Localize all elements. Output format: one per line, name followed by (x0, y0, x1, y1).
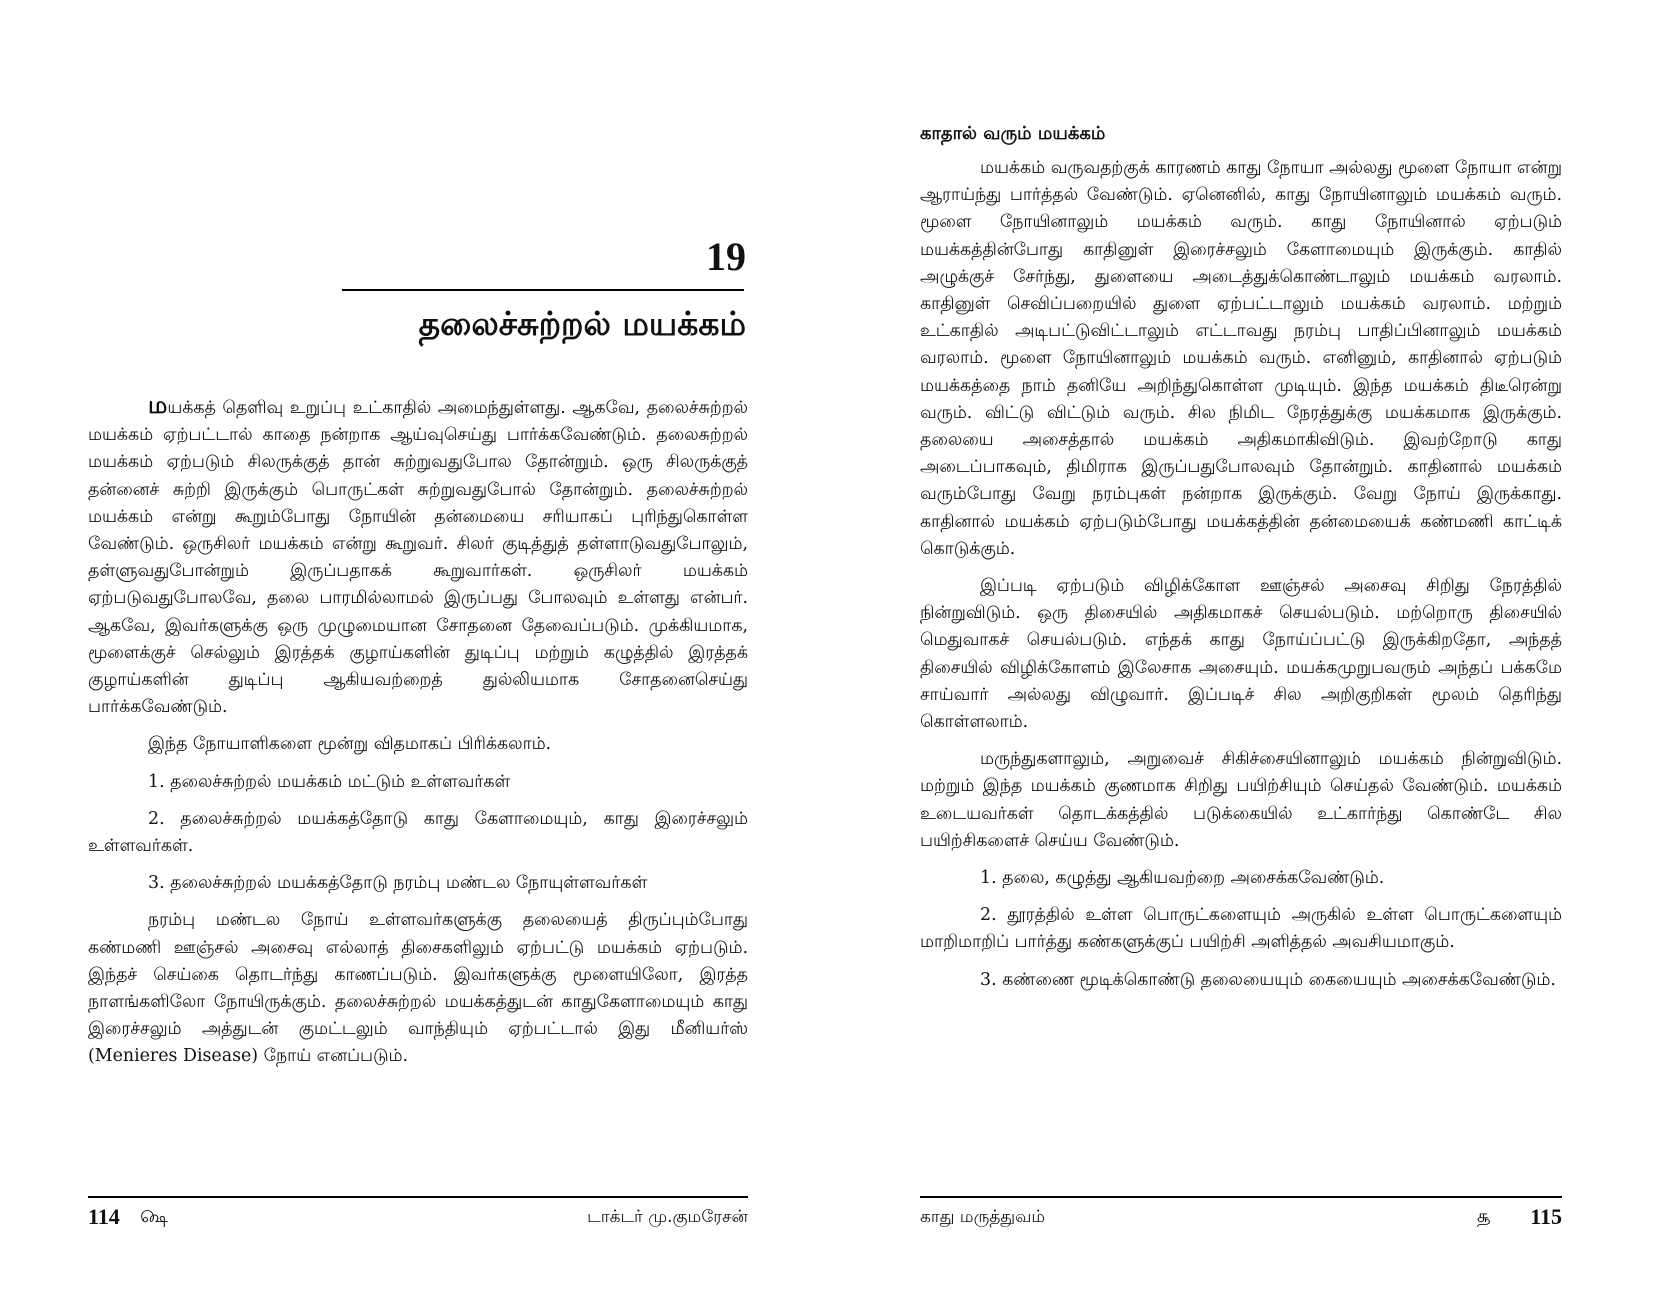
footer-divider (920, 1196, 1562, 1198)
page-number: 114 (88, 1204, 120, 1229)
paragraph: நரம்பு மண்டல நோய் உள்ளவர்களுக்கு தலையைத் திருப்பும்போது கண்மணி ஊஞ்சல் அசைவு எல்லாத் திசைகளிலும் ஏற்பட்டு மயக்கம் ஏற்படும். இந்தச் செய்கை தொடர்ந்து காணப்படும். இவர்களுக்கு மூளையிலோ, இரத்த நாளங்களிலோ நோயிருக்கும். தலைச்சுற்றல் மயக்கத்துடன் காதுகேளாமையும் காது இரைச்சலும் அத்துடன் குமட்டலும் வாந்தியும் ஏற்பட்டால் இது மீனியர்ஸ் (Menieres Disease) நோய் எனப்படும். (88, 910, 748, 1067)
ornament-icon: ௲ (1477, 1206, 1491, 1227)
section-heading: காதால் வரும் மயக்கம் (920, 123, 1106, 144)
paragraph: மருந்துகளாலும், அறுவைச் சிகிச்சையினாலும் மயக்கம் நின்றுவிடும். மற்றும் இந்த மயக்கம் குணமாக சிறிது பயிற்சியும் செய்தல் வேண்டும். மயக்கம் உடையவர்கள் தொடக்கத்தில் படுக்கையில் உட்கார்ந்து கொண்டே சில பயிற்சிகளைச் செய்ய வேண்டும். (920, 749, 1562, 851)
footer-divider (88, 1196, 748, 1198)
right-page (827, 0, 1654, 1299)
chapter-divider (342, 289, 744, 291)
paragraph: இந்த நோயாளிகளை மூன்று விதமாகப் பிரிக்கலாம். (148, 734, 552, 755)
list-item: 2. தூரத்தில் உள்ள பொருட்களையும் அருகில் உள்ள பொருட்களையும் மாறிமாறிப் பார்த்து கண்களுக்குப் பயிற்சி அளித்தல் அவசியமாகும். (920, 905, 1562, 953)
paragraph-text: யக்கத் தெளிவு உறுப்பு உட்காதில் அமைந்துள்ளது. ஆகவே, தலைச்சுற்றல் மயக்கம் ஏற்பட்டால் காதை நன்றாக ஆய்வுசெய்து பார்க்கவேண்டும். தலைசுற்றல் மயக்கம் ஏற்படும் சிலருக்குத் தான் சுற்றுவதுபோல தோன்றும். ஒரு சிலருக்குத் தன்னைச் சுற்றி இருக்கும் பொருட்கள் சுற்றுவதுபோல் தோன்றும். தலைச்சுற்றல் மயக்கம் என்று கூறும்போது நோயின் தன்மையை சரியாகப் புரிந்துகொள்ள வேண்டும். ஒருசிலர் மயக்கம் என்று கூறுவர். சிலர் குடித்துத் தள்ளாடுவதுபோலும், தள்ளுவதுபோன்றும் இருப்பதாகக் கூறுவார்கள். ஒருசிலர் மயக்கம் ஏற்படுவதுபோலவே, தலை பாரமில்லாமல் இருப்பது போலவும் உள்ளது என்பர். ஆகவே, இவர்களுக்கு ஒரு முழுமையான சோதனை தேவைப்படும். முக்கியமாக, மூளைக்குச் செல்லும் இரத்தக் குழாய்களின் துடிப்பு மற்றும் கழுத்தில் இரத்தக் குழாய்களின் துடிப்பு ஆகியவற்றைத் துல்லியமாக சோதனைசெய்து பார்க்கவேண்டும். (88, 398, 748, 718)
list-item: 2. தலைச்சுற்றல் மயக்கத்தோடு காது கேளாமையும், காது இரைச்சலும் உள்ளவர்கள். (88, 808, 748, 857)
chapter-title: தலைச்சுற்றல் மயக்கம் (418, 304, 746, 343)
paragraph: மயக்கம் வருவதற்குக் காரணம் காது நோயா அல்லது மூளை நோயா என்று ஆராய்ந்து பார்த்தல் வேண்டும். ஏனெனில், காது நோயினாலும் மயக்கம் வரும். மூளை நோயினாலும் மயக்கம் வரும். காது நோயினால் ஏற்படும் மயக்கத்தின்போது காதினுள் இரைச்சலும் கேளாமையும் இருக்கும். காதில் அழுக்குச் சேர்ந்து, துளையை அடைத்துக்கொண்டாலும் மயக்கம் வரலாம். காதினுள் செவிப்பறையில் துளை ஏற்பட்டாலும் மயக்கம் வரலாம். மற்றும் உட்காதில் அடிபட்டுவிட்டாலும் எட்டாவது நரம்பு பாதிப்பினாலும் மயக்கம் வரலாம். மூளை நோயினாலும் மயக்கம் வரும். எனினும், காதினால் ஏற்படும் மயக்கத்தை நாம் தனியே அறிந்துகொள்ள முடியும். இந்த மயக்கம் திடீரென்று வரும். விட்டு விட்டும் வரும். சில நிமிட நேரத்துக்கு மயக்கமாக இருக்கும். தலையை அசைத்தால் மயக்கம் அதிகமாகிவிடும். இவற்றோடு காது அடைப்பாகவும், திமிராக இருப்பதுபோலவும் தோன்றும். காதினால் மயக்கம் வரும்போது வேறு நரம்புகள் நன்றாக இருக்கும். வேறு நோய் இருக்காது. காதினால் மயக்கம் ஏற்படும்போது மயக்கத்தின் தன்மையைக் கண்மணி காட்டிக் கொடுக்கும். (920, 158, 1562, 559)
paragraph: இப்படி ஏற்படும் விழிக்கோள ஊஞ்சல் அசைவு சிறிது நேரத்தில் நின்றுவிடும். ஒரு திசையில் அதிகமாகச் செயல்படும். மற்றொரு திசையில் மெதுவாகச் செயல்படும். எந்தக் காது நோய்ப்பட்டு இருக்கிறதோ, அந்தத் திசையில் விழிக்கோளம் இலேசாக அசையும். மயக்கமுறுபவரும் அந்தப் பக்கமே சாய்வார் அல்லது விழுவார். இப்படிச் சில அறிகுறிகள் மூலம் தெரிந்து கொள்ளலாம். (920, 576, 1562, 733)
page-number: 115 (1530, 1204, 1562, 1229)
list-item: 3. கண்ணை மூடிக்கொண்டு தலையையும் கையையும் அசைக்கவேண்டும். (980, 969, 1556, 990)
left-body-text (88, 392, 748, 1081)
ornament-icon: ௸ (140, 1206, 169, 1227)
list-item: 3. தலைச்சுற்றல் மயக்கத்தோடு நரம்பு மண்டல நோயுள்ளவர்கள் (148, 873, 648, 894)
right-body-text (920, 155, 1562, 1004)
book-title: காது மருத்துவம் (920, 1207, 1046, 1227)
list-item: 1. தலைச்சுற்றல் மயக்கம் மட்டும் உள்ளவர்கள் (148, 771, 511, 792)
chapter-number: 19 (706, 234, 746, 279)
paragraph (88, 392, 748, 721)
author-name: டாக்டர் மு.குமரேசன் (587, 1207, 748, 1227)
dropcap: ம (148, 391, 168, 419)
list-item: 1. தலை, கழுத்து ஆகியவற்றை அசைக்கவேண்டும். (980, 868, 1385, 889)
